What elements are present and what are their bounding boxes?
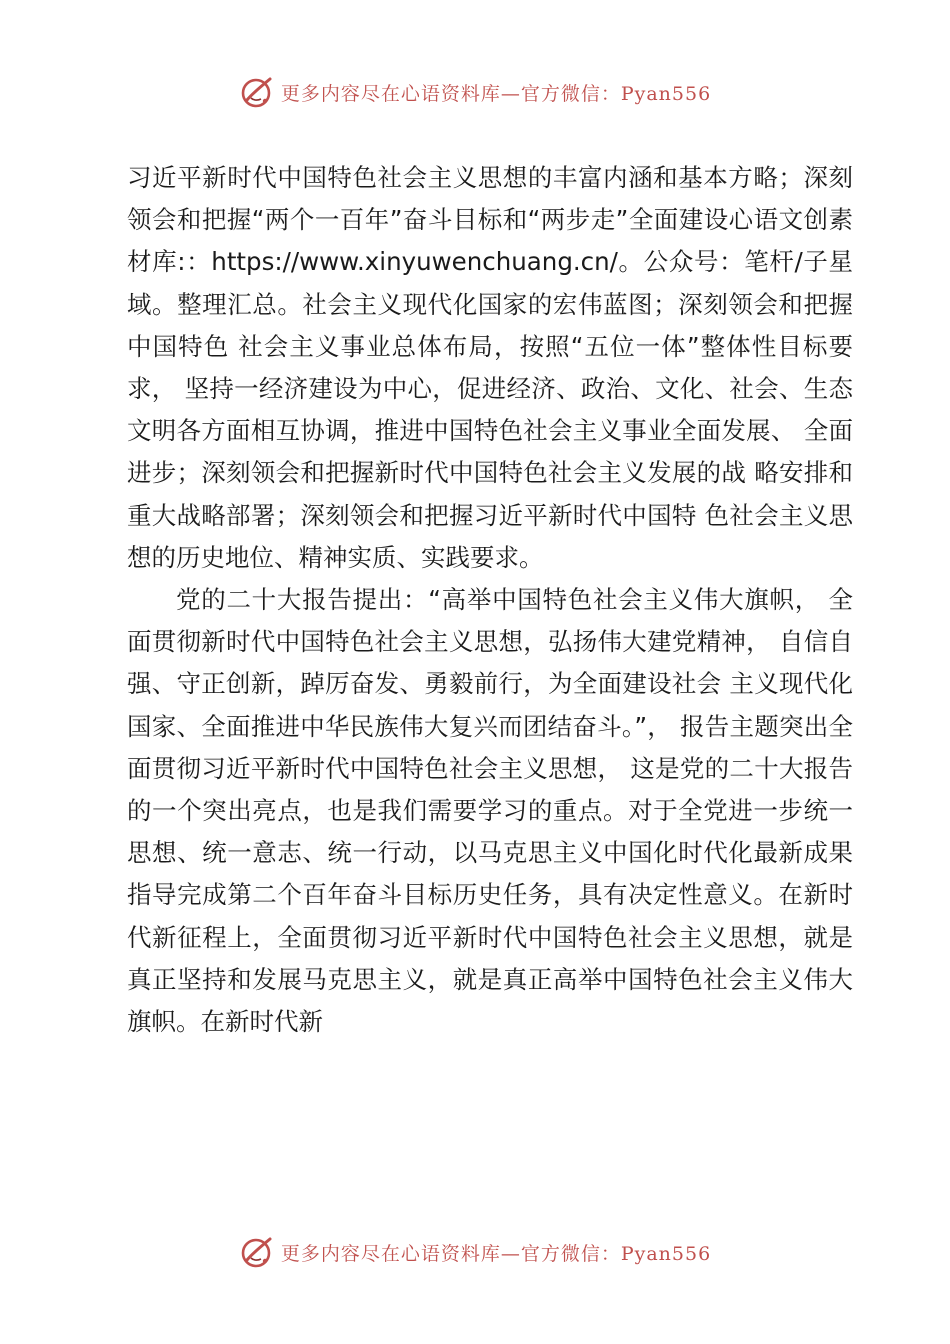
paragraph-2: 党的二十大报告提出：“高举中国特色社会主义伟大旗帜， 全面贯彻新时代中国特色社会主义思想，弘扬伟大建党精神， 自信自强、守正创新，踔厉奋发、勇毅前行，为全面建设社会 主义现代化国家、全面推进中华民族伟大复兴而团结奋斗。”， 报告主题突出全面贯彻习近平新时代中国特色社会主义思想， 这是党的二十大报告的一个突出亮点，也是我们需要学习的重点。对于全党进一步统一思想、统一意志、统一行动，以马克思主义中国化时代化最新成果指导完成第二个百年奋斗目标历史任务，具有决定性意义。在新时代新征程上，全面贯彻习近平新时代中国特色社会主义思想，就是真正坚持和发展马克思主义，就是真正高举中国特色社会主义伟大旗帜。在新时代新 (127, 585, 853, 1037)
banner-text: 更多内容尽在心语资料库—官方微信：Pyan556 (280, 1242, 712, 1265)
paragraph-1: 习近平新时代中国特色社会主义思想的丰富内涵和基本方略；深刻领会和把握“两个一百年”奋斗目标和“两步走”全面建设心语文创素材库:：https://www.xinyuwenchuang.cn/。公众号：笔杆/子星域。整理汇总。社会主义现代化国家的宏伟蓝图；深刻领会和把握中国特色 社会主义事业总体布局，按照“五位一体”整体性目标要求， 坚持一经济建设为中心，促进经济、政治、文化、社会、生态 文明各方面相互协调，推进中国特色社会主义事业全面发展、 全面进步；深刻领会和把握新时代中国特色社会主义发展的战 略安排和重大战略部署；深刻领会和把握习近平新时代中国特 色社会主义思想的历史地位、精神实质、实践要求。 (127, 163, 853, 572)
document-body (127, 157, 853, 1043)
brush-logo-icon (239, 74, 275, 110)
header-banner (0, 72, 950, 112)
footer-banner (0, 1232, 950, 1272)
brush-logo-icon (239, 1234, 275, 1270)
banner-text: 更多内容尽在心语资料库—官方微信：Pyan556 (280, 82, 712, 105)
